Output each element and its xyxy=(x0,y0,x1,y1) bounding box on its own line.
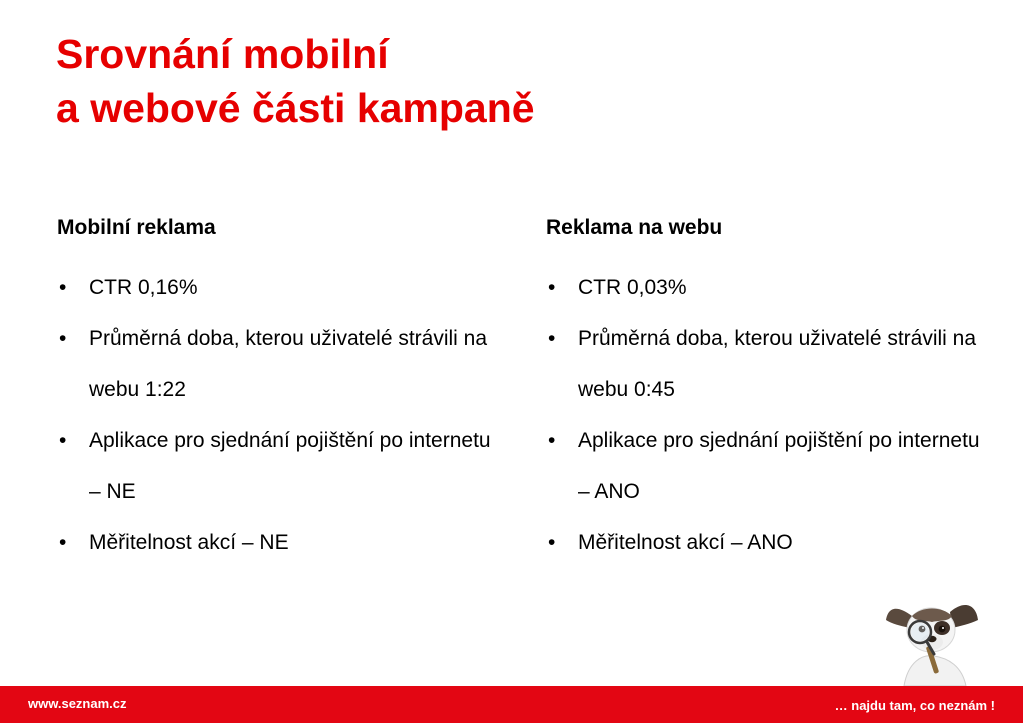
mobile-ads-column xyxy=(57,210,507,568)
list-item: • Aplikace pro sjednání pojištění po internetu – NE xyxy=(57,415,507,517)
mobile-ads-heading: Mobilní reklama xyxy=(57,216,216,239)
web-ads-list xyxy=(546,262,996,568)
list-item: • Průměrná doba, kterou uživatelé strávili na webu 0:45 xyxy=(546,313,996,415)
dog-with-magnifier-icon xyxy=(882,598,982,686)
slide-title-line-2: a webové části kampaně xyxy=(56,85,535,131)
footer-url-link[interactable]: www.seznam.cz xyxy=(28,696,127,711)
slide-title-line-1: Srovnání mobilní xyxy=(56,31,389,77)
mobile-ads-list xyxy=(57,262,507,568)
footer-slogan: … najdu tam, co neznám ! xyxy=(834,698,995,713)
slide-title xyxy=(56,27,535,135)
web-ads-column xyxy=(546,210,996,568)
footer-bar xyxy=(0,686,1023,723)
list-item: • Měřitelnost akcí – ANO xyxy=(546,517,996,568)
list-item: • Průměrná doba, kterou uživatelé strávili na webu 1:22 xyxy=(57,313,507,415)
list-item: • CTR 0,03% xyxy=(546,262,996,313)
list-item: • Měřitelnost akcí – NE xyxy=(57,517,507,568)
list-item: • Aplikace pro sjednání pojištění po internetu – ANO xyxy=(546,415,996,517)
web-ads-heading: Reklama na webu xyxy=(546,216,723,239)
list-item: • CTR 0,16% xyxy=(57,262,507,313)
